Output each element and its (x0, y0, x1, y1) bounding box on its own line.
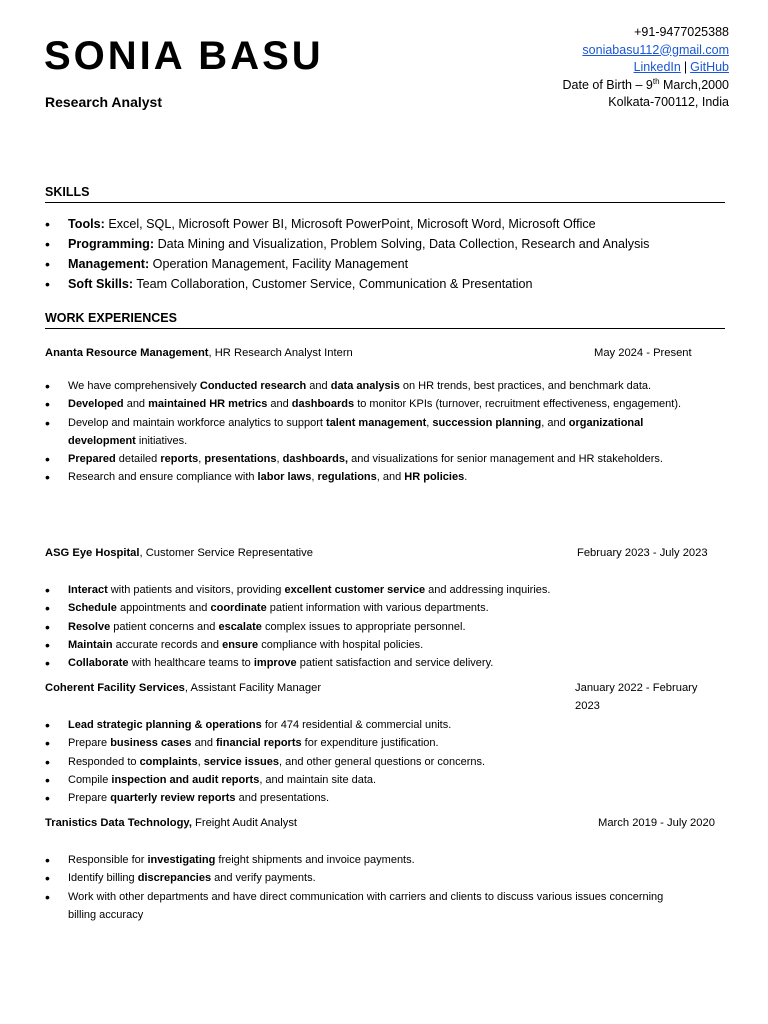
job-bullet (45, 618, 685, 636)
bullet-segment: excellent customer service (284, 584, 426, 596)
bullet-segment: succession planning (432, 416, 542, 429)
job-title: , HR Research Analyst Intern (208, 347, 353, 359)
bullet-segment: Prepared (68, 453, 116, 466)
bullet-segment: patient concerns and (110, 620, 219, 633)
job-company: ASG Eye Hospital (45, 547, 140, 559)
bullet-segment: and addressing inquiries. (425, 584, 551, 596)
bullet-segment: and (191, 737, 217, 750)
bullet-segment: Maintain (68, 638, 113, 651)
job-bullets-ananta (45, 377, 685, 487)
job-title: Freight Audit Analyst (191, 817, 298, 829)
bullet-segment: improve (253, 657, 297, 670)
bullet-segment: Developed (68, 398, 124, 411)
job-dates: May 2024 - Present (594, 347, 692, 359)
bullet-segment: financial reports (216, 737, 302, 750)
bullet-segment: Lead strategic planning & operations (68, 719, 262, 731)
bullet-segment: regulations (317, 471, 377, 484)
bullet-segment: presentations (204, 453, 277, 466)
bullet-segment: escalate (218, 620, 262, 633)
bullet-segment: Identify billing (68, 872, 138, 885)
skill-text: Excel, SQL, Microsoft Power BI, Microsoft PowerPoint, Microsoft Word, Microsoft Office (104, 217, 596, 231)
bullet-segment: Schedule (68, 602, 117, 615)
job-bullet (45, 581, 685, 599)
skill-item (45, 274, 685, 294)
bullet-segment: , (197, 755, 204, 768)
skill-label: Programming: (68, 237, 155, 251)
bullet-segment: , (311, 471, 318, 484)
job-header-coherent (45, 679, 725, 712)
job-company: Tranistics Data Technology, (45, 817, 192, 829)
skill-text: Data Mining and Visualization, Problem Solving, Data Collection, Research and Analysis (154, 237, 650, 251)
bullet-segment: for 474 residential & commercial units. (261, 719, 452, 731)
bullet-segment: dashboards, (282, 453, 349, 466)
bullet-segment: labor laws (257, 471, 312, 484)
bullet-segment: Prepare (68, 737, 111, 750)
bullet-segment: , and maintain site data. (259, 773, 377, 786)
skill-text: Operation Management, Facility Management (149, 257, 409, 271)
job-bullet (45, 789, 685, 807)
bullet-segment: talent management (326, 416, 427, 429)
github-link[interactable]: GitHub (690, 60, 729, 74)
bullet-segment: discrepancies (137, 872, 212, 885)
skill-item (45, 234, 685, 254)
bullet-segment: quarterly review reports (110, 792, 236, 805)
bullet-segment: Develop and maintain workforce analytics to support (68, 416, 327, 429)
bullet-segment: ensure (222, 638, 259, 651)
bullet-segment: patient information with various departments. (266, 602, 489, 615)
bullet-segment: accurate records and (112, 638, 223, 651)
bullet-segment: service issues (203, 755, 279, 768)
job-header-ananta (45, 344, 725, 362)
bullet-segment: Research and ensure compliance with (68, 471, 258, 484)
bullet-segment: Compile (68, 773, 112, 786)
bullet-segment: Conducted research (199, 380, 307, 392)
job-title: , Assistant Facility Manager (184, 682, 322, 694)
job-bullet (45, 771, 685, 789)
bullet-segment: on HR trends, best practices, and benchmark data. (399, 380, 652, 392)
job-bullet (45, 450, 685, 468)
bullet-segment: coordinate (210, 602, 267, 615)
candidate-name: SONIA BASU (44, 34, 324, 78)
bullet-segment: and (123, 398, 149, 411)
job-bullet (45, 716, 685, 734)
bullet-segment: dashboards (291, 398, 355, 411)
job-bullet (45, 395, 685, 413)
bullet-segment: with healthcare teams to (128, 657, 254, 670)
bullet-segment: and presentations. (235, 792, 330, 805)
job-bullet (45, 468, 685, 486)
bullet-segment: detailed (115, 453, 161, 466)
skill-text: Team Collaboration, Customer Service, Communication & Presentation (133, 277, 533, 291)
job-bullet (45, 414, 685, 451)
bullet-segment: Responsible for (68, 854, 148, 866)
date-of-birth: Date of Birth – 9th March,2000 (562, 76, 729, 92)
bullet-segment: , and (541, 416, 569, 429)
bullet-segment: and (267, 398, 292, 411)
bullet-segment: and (306, 380, 331, 392)
email-link[interactable]: soniabasu112@gmail.com (582, 42, 729, 57)
job-header-asg (45, 544, 725, 562)
skill-item (45, 254, 685, 274)
linkedin-link[interactable]: LinkedIn (633, 60, 681, 74)
job-bullet (45, 851, 685, 869)
skill-item (45, 214, 685, 234)
bullet-segment: investigating (147, 854, 216, 866)
bullet-segment: initiatives. (135, 434, 188, 447)
job-dates: March 2019 - July 2020 (598, 817, 715, 829)
job-company: Ananta Resource Management (45, 347, 209, 359)
bullet-segment: . (464, 471, 468, 484)
bullet-segment: patient satisfaction and service delivery. (296, 657, 494, 670)
bullet-segment: , and (376, 471, 405, 484)
job-dates: February 2023 - July 2023 (577, 547, 708, 559)
job-bullet (45, 654, 685, 672)
bullet-segment: complaints (139, 755, 198, 768)
bullet-segment: complex issues to appropriate personnel. (261, 620, 466, 633)
job-title: , Customer Service Representative (139, 547, 313, 559)
bullet-segment: , (198, 453, 205, 466)
skills-list (45, 214, 685, 294)
bullet-segment: Work with other departments and have direct communication with carriers and clients to discuss various issues concerning billing accuracy (68, 890, 664, 921)
job-bullet (45, 599, 685, 617)
bullet-segment: to monitor KPIs (turnover, recruitment effectiveness, engagement). (354, 398, 682, 411)
bullet-segment: Interact (68, 584, 108, 596)
job-bullets-asg (45, 581, 685, 672)
bullet-segment: for expenditure justification. (301, 737, 439, 750)
bullet-segment: Resolve (68, 620, 111, 633)
phone-number: +91-9477025388 (634, 25, 729, 39)
job-company: Coherent Facility Services (45, 682, 185, 694)
bullet-segment: HR policies (404, 471, 465, 484)
job-bullet (45, 869, 685, 887)
job-bullet (45, 753, 685, 771)
bullet-segment: with patients and visitors, providing (107, 584, 285, 596)
bullet-segment: Prepare (68, 792, 111, 805)
bullet-segment: compliance with hospital policies. (258, 638, 424, 651)
job-bullet (45, 734, 685, 752)
job-dates: January 2022 - February 2023 (575, 682, 698, 712)
job-header-tranistics (45, 814, 725, 832)
bullet-segment: Collaborate (68, 657, 129, 670)
work-experience-heading: WORK EXPERIENCES (45, 310, 725, 329)
candidate-role: Research Analyst (45, 94, 162, 110)
bullet-segment: data analysis (330, 380, 400, 392)
skills-heading: SKILLS (45, 184, 725, 203)
skill-label: Soft Skills: (68, 277, 134, 291)
skill-label: Tools: (68, 217, 105, 231)
bullet-segment: Responded to (68, 755, 140, 768)
bullet-segment: , (426, 416, 433, 429)
bullet-segment: and verify payments. (211, 872, 316, 885)
bullet-segment: and visualizations for senior management and HR stakeholders. (348, 453, 663, 466)
skill-label: Management: (68, 257, 150, 271)
link-separator: | (683, 60, 688, 74)
job-bullet (45, 888, 685, 925)
bullet-segment: organizational development (68, 416, 644, 447)
bullet-segment: appointments and (116, 602, 211, 615)
location: Kolkata-700112, India (608, 95, 729, 109)
bullet-segment: inspection and audit reports (111, 773, 260, 786)
contact-block (563, 24, 729, 112)
job-bullet (45, 636, 685, 654)
bullet-segment: freight shipments and invoice payments. (215, 854, 415, 866)
bullet-segment: We have comprehensively (68, 380, 200, 392)
bullet-segment: , and other general questions or concerns. (279, 755, 486, 768)
job-bullet (45, 377, 685, 395)
job-bullets-tranistics (45, 851, 685, 924)
bullet-segment: reports (160, 453, 199, 466)
bullet-segment: , (276, 453, 283, 466)
job-bullets-coherent (45, 716, 685, 807)
bullet-segment: business cases (110, 737, 192, 750)
bullet-segment: maintained HR metrics (148, 398, 268, 411)
